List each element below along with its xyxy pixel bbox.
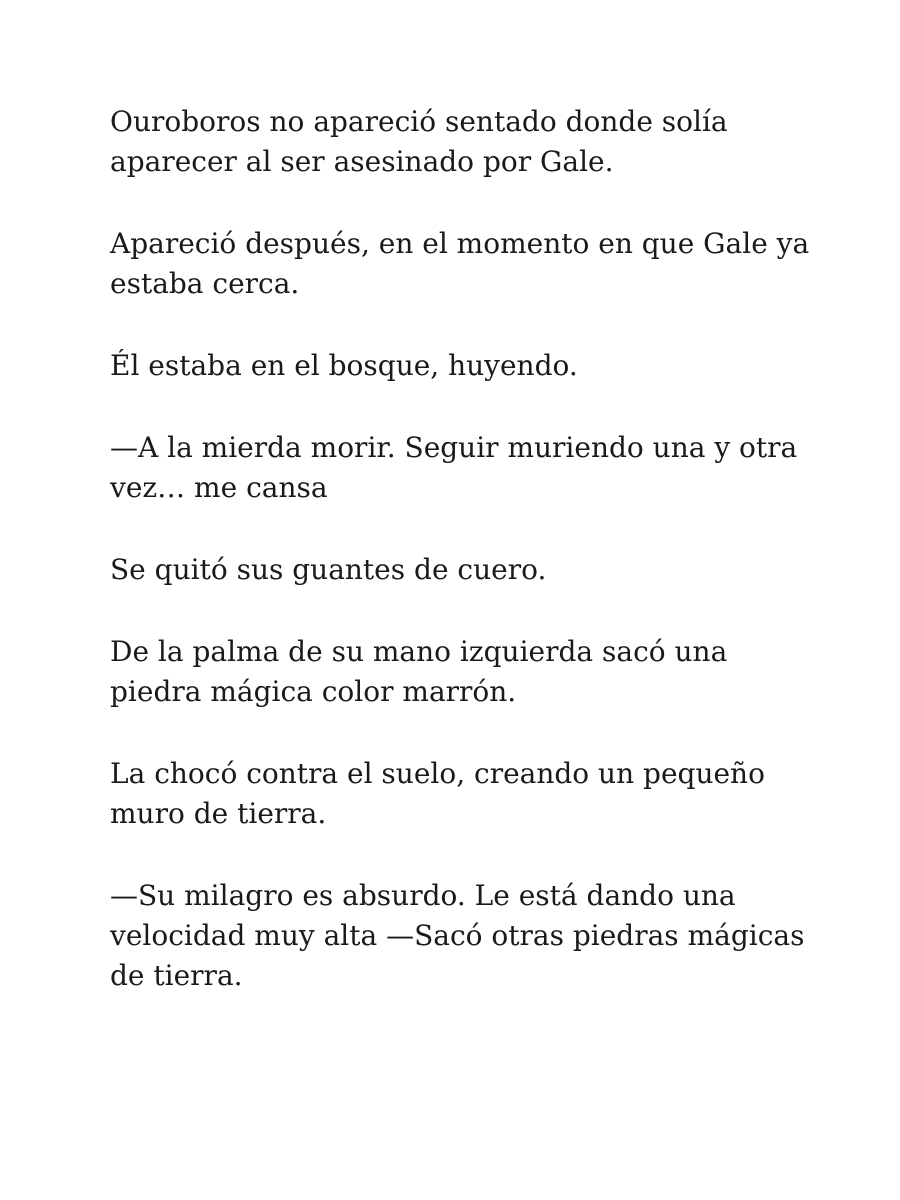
document-page xyxy=(110,102,810,996)
paragraph-1: Ouroboros no apareció sentado donde solía aparecer al ser asesinado por Gale. xyxy=(110,105,728,178)
paragraph-7: La chocó contra el suelo, creando un pequeño muro de tierra. xyxy=(110,757,765,830)
paragraph-3: Él estaba en el bosque, huyendo. xyxy=(110,349,578,382)
paragraph-4: —A la mierda morir. Seguir muriendo una y otra vez… me cansa xyxy=(110,431,798,504)
paragraph-2: Apareció después, en el momento en que Gale ya estaba cerca. xyxy=(110,227,810,300)
paragraph-5: Se quitó sus guantes de cuero. xyxy=(110,553,547,586)
paragraph-8: —Su milagro es absurdo. Le está dando una velocidad muy alta —Sacó otras piedras mágicas de tierra. xyxy=(110,879,805,992)
paragraph-6: De la palma de su mano izquierda sacó una piedra mágica color marrón. xyxy=(110,635,728,708)
